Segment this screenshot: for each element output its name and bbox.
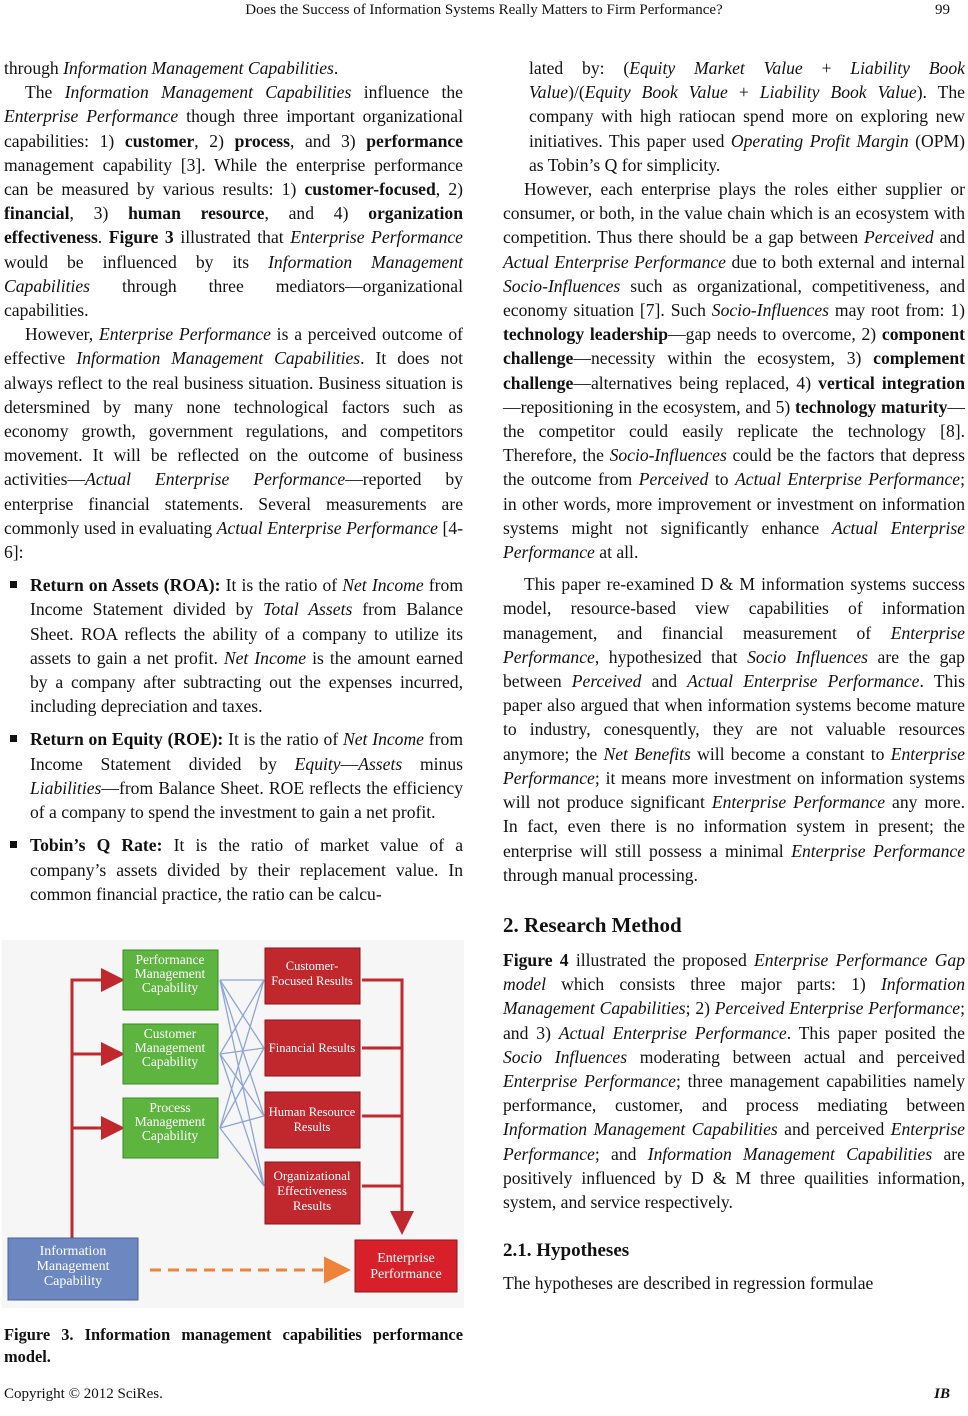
box-human-resource-results	[265, 1092, 360, 1148]
svg-text:Enterprise: Enterprise	[377, 1251, 435, 1266]
box-customer-capability	[123, 1024, 218, 1084]
svg-text:Effectiveness: Effectiveness	[277, 1183, 347, 1198]
paragraph: However, each enterprise plays the roles either supplier or consumer, or both, in the value chain which is an ecosystem with competition. Thus there should be a gap between Perceived and Actual Enterprise Performance due to both external and internal Socio-Influences such as organizational, competitiveness, and economy situation [7]. Such Socio-Influences may root from: 1) technology leadership—gap needs to overcome, 2) component challenge—necessity within the ecosystem, 3) complement challenge—alternatives being replaced, 4) vertical integration—repositioning in the ecosystem, and 5) technology maturity—the competitor could easily replicate the technology [8]. Therefore, the Socio-Influences could be the factors that depress the outcome from Perceived to Actual Enterprise Performance; in other words, more improvement or investment on information systems might not significantly enhance Actual Enterprise Performance at all.	[503, 179, 965, 563]
bullet-icon	[10, 581, 17, 588]
box-information-management-capability	[8, 1238, 138, 1300]
page-number: 99	[935, 2, 950, 18]
bullet-roe	[4, 727, 463, 824]
bullet-text: Tobin’s Q Rate: It is the ratio of market value of a company’s assets divided by their replacement value. In common financial practice, the ratio can be calcu-	[30, 835, 464, 904]
bullet-roa	[4, 573, 463, 718]
bullet-icon	[10, 841, 17, 848]
svg-text:Capability: Capability	[141, 1128, 199, 1143]
svg-text:Performance: Performance	[370, 1267, 442, 1282]
bullet-tobin	[4, 833, 463, 906]
svg-text:Management: Management	[36, 1259, 110, 1274]
running-title: Does the Success of Information Systems Really Matters to Firm Performance?	[245, 2, 723, 18]
svg-text:Human Resource: Human Resource	[268, 1105, 356, 1119]
paragraph: However, Enterprise Performance is a perceived outcome of effective Information Management Capabilities. It does not always reflect to the real business situation. Business situation is detersmined by many none technological factors such as economy growth, government regulations, and competitors movement. It will be reflected on the outcome of business activities—Actual Enterprise Performance—reported by enterprise financial statements. Several measurements are commonly used in evaluating Actual Enterprise Performance [4-6]:	[4, 324, 464, 563]
bullet-text: Return on Equity (ROE): It is the ratio of Net Income from Income Statement divided by Equity—Assets minus Liabilities—from Balance Sheet. ROE reflects the efficiency of a company to spend the investment to gain a net profit.	[30, 729, 464, 823]
paragraph: Figure 4 illustrated the proposed Enterprise Performance Gap model which consists three major parts: 1) Information Management Capabilities; 2) Perceived Enterprise Performance; and 3) Actual Enterprise Performance. This paper posited the Socio Influences moderating between actual and perceived Enterprise Performance; three management capabilities namely performance, customer, and process mediating between Information Management Capabilities and perceived Enterprise Performance; and Information Management Capabilities are positively influenced by D & M three quailities information, system, and service respectively.	[503, 949, 965, 1212]
svg-text:Management: Management	[134, 1040, 206, 1055]
svg-text:Capability: Capability	[141, 1054, 199, 1069]
paragraph: This paper re-examined D & M information systems success model, resource-based view capabilities of information management, and financial measurement of Enterprise Performance, hypothesized that Socio Influences are the gap between Perceived and Actual Enterprise Performance. This paper also argued that when information systems become mature to industry, conesquently, they are not valuable resources anymore; the Net Benefits will become a constant to Enterprise Performance; it means more investment on information systems will not produce significant Enterprise Performance any more. In fact, even there is no information system in present; the enterprise will still possess a minimal Enterprise Performance through manual processing.	[503, 574, 966, 885]
svg-text:Results: Results	[293, 1120, 331, 1134]
svg-text:Organizational: Organizational	[273, 1168, 351, 1183]
tobin-continued: lated by: (Equity Market Value + Liability Book Value)/(Equity Book Value + Liability Book Value). The company with high ratiocan spend more on exploring new initiatives. This paper used Operating Profit Margin (OPM) as Tobin’s Q for simplicity.	[529, 58, 965, 175]
box-organizational-results	[265, 1162, 360, 1224]
figure-3-diagram	[2, 940, 464, 1308]
figure-3	[2, 940, 464, 1308]
paragraph: The hypotheses are described in regression formulae	[503, 1273, 874, 1294]
figure-3-caption: Figure 3. Information management capabilities performance model.	[4, 1325, 463, 1366]
box-performance-capability	[123, 950, 218, 1010]
svg-text:Results: Results	[292, 1198, 332, 1213]
left-column	[4, 56, 463, 906]
box-customer-results	[265, 948, 360, 1004]
subsection-heading: 2.1. Hypotheses	[503, 1240, 630, 1262]
journal-abbrev: IB	[934, 1386, 950, 1402]
svg-text:Process: Process	[149, 1100, 191, 1115]
right-column	[503, 56, 965, 1295]
svg-text:Capability: Capability	[141, 980, 199, 995]
paragraph: through Information Management Capabilities.	[4, 58, 339, 78]
svg-text:Financial Results: Financial Results	[268, 1041, 356, 1055]
copyright: Copyright © 2012 SciRes.	[4, 1386, 163, 1402]
section-heading: 2. Research Method	[503, 912, 682, 937]
svg-text:Capability: Capability	[43, 1274, 103, 1289]
bullet-text: Return on Assets (ROA): It is the ratio of Net Income from Income Statement divided by Total Assets from Balance Sheet. ROA reflects the ability of a company to utilize its assets to gain a net profit. Net Income is the amount earned by a company after subtracting out the expenses incurred, including depreciation and taxes.	[30, 575, 464, 717]
paragraph: The Information Management Capabilities influence the Enterprise Performance though three important organizational capabilities: 1) customer, 2) process, and 3) performance management capability [3]. While the enterprise performance can be measured by various results: 1) customer-focused, 2) financial, 3) human resource, and 4) organization effectiveness. Figure 3 illustrated that Enterprise Performance would be influenced by its Information Management Capabilities through three mediators—organizational capabilities.	[4, 82, 464, 321]
svg-text:Management: Management	[134, 1114, 206, 1129]
box-process-capability	[123, 1098, 218, 1158]
svg-text:Focused Results: Focused Results	[271, 974, 353, 988]
svg-text:Information: Information	[39, 1244, 107, 1259]
box-enterprise-performance	[355, 1240, 457, 1292]
svg-text:Management: Management	[134, 966, 206, 981]
box-financial-results	[265, 1020, 360, 1076]
svg-text:Customer: Customer	[143, 1026, 197, 1041]
svg-text:Performance: Performance	[135, 952, 205, 967]
running-header	[0, 2, 968, 24]
svg-text:Customer-: Customer-	[285, 959, 339, 973]
bullet-icon	[10, 735, 17, 742]
